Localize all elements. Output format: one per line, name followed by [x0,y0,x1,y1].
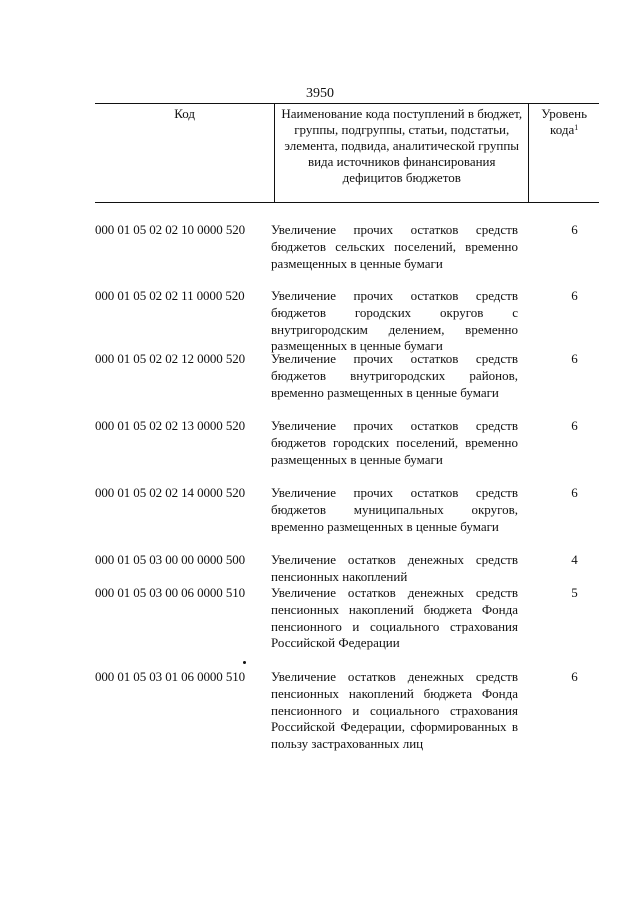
row-level: 6 [571,485,578,500]
table-row [95,222,599,288]
row-code: 000 01 05 02 02 11 0000 520 [95,288,245,303]
row-level: 5 [571,585,578,600]
row-code: 000 01 05 03 01 06 0000 510 [95,669,246,684]
stray-dot-mark [243,661,246,664]
row-name: Увеличение прочих остатков средств бюджетов муниципальных округов, временно размещенных в ценные бумаги [271,485,518,534]
row-name: Увеличение прочих остатков средств бюджетов городских поселений, временно размещенных в ценные бумаги [271,418,518,467]
row-name: Увеличение остатков денежных средств пенсионных накоплений [271,552,518,584]
table-row [95,485,599,552]
table-row [95,418,599,485]
page-number: 3950 [306,86,334,101]
header-name-column: Наименование кода поступлений в бюджет, группы, подгруппы, статьи, подстатьи, элемента, подвида, аналитической группы вида источников финансирования дефицитов бюджетов [275,104,529,203]
table-row [95,585,599,669]
row-level: 6 [571,418,578,433]
row-code: 000 01 05 02 02 14 0000 520 [95,485,246,500]
row-level: 4 [571,552,578,567]
row-name: Увеличение остатков денежных средств пенсионных накоплений бюджета Фонда пенсионного и социального страхования Российской Федерации [271,585,518,651]
row-level: 6 [571,222,578,237]
table-row [95,552,599,585]
row-level: 6 [571,669,578,684]
row-code: 000 01 05 03 00 06 0000 510 [95,585,246,600]
table-header [95,103,599,203]
row-code: 000 01 05 02 02 12 0000 520 [95,351,246,366]
table-body [95,222,599,769]
table-row [95,351,599,418]
row-code: 000 01 05 02 02 10 0000 520 [95,222,246,237]
row-name: Увеличение прочих остатков средств бюджетов сельских поселений, временно размещенных в ценные бумаги [271,222,518,271]
row-level: 6 [571,351,578,366]
table-row [95,288,599,354]
row-name: Увеличение остатков денежных средств пенсионных накоплений бюджета Фонда пенсионного и социального страхования Российской Федерации, сформированных в пользу застрахованных лиц [271,669,518,752]
header-level-column [529,104,599,203]
header-level-label: Уровень кода [541,106,588,137]
row-code: 000 01 05 03 00 00 0000 500 [95,552,246,567]
header-level-footnote: 1 [574,123,579,132]
header-code-column: Код [95,104,275,203]
table-row [95,669,599,769]
row-level: 6 [571,288,578,303]
row-name: Увеличение прочих остатков средств бюджетов городских округов с внутригородским делением, временно размещенных в ценные бумаги [271,288,518,354]
row-code: 000 01 05 02 02 13 0000 520 [95,418,246,433]
row-name: Увеличение прочих остатков средств бюджетов внутригородских районов, временно размещенных в ценные бумаги [271,351,518,400]
